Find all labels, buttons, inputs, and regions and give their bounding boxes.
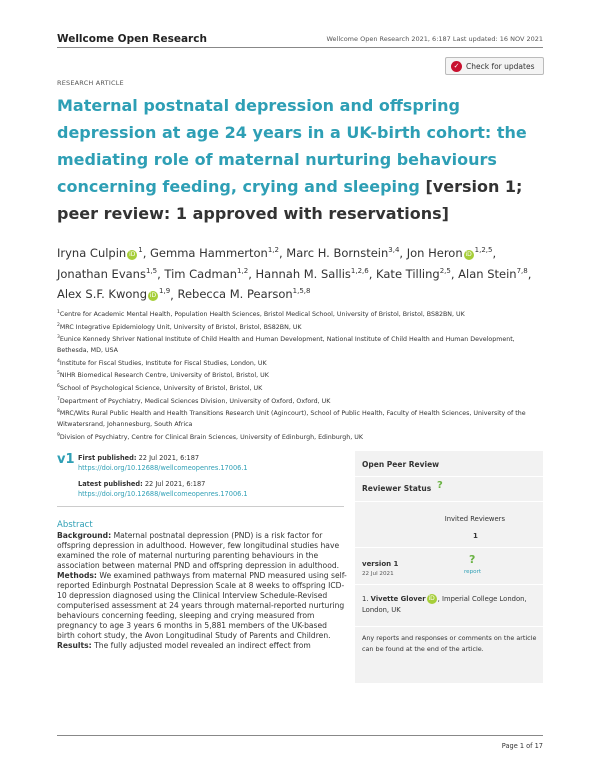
orcid-icon[interactable]: iD	[428, 595, 435, 602]
author-affiliation-marks: 2,5	[439, 266, 451, 275]
abstract-background	[57, 531, 347, 571]
journal-name: Wellcome Open Research	[57, 33, 207, 45]
author-affiliation-marks: 1,2,5	[474, 246, 493, 254]
panel-divider	[355, 626, 543, 627]
affiliation-number: 3	[57, 335, 60, 341]
footer-divider	[57, 735, 543, 736]
check-updates-label: Check for updates	[466, 61, 535, 71]
affiliation-text: Eunice Kennedy Shriver National Institute of Child Health and Human Development, National Institute of Child Health and Human Development, Bethesda, MD, USA	[57, 336, 515, 355]
first-published-doi-link[interactable]: https://doi.org/10.12688/wellcomeopenres.17006.1	[78, 463, 248, 472]
page-number: Page 1 of 17	[501, 742, 543, 750]
author-name: Tim Cadman	[164, 266, 238, 281]
page-header	[57, 32, 543, 46]
orcid-icon[interactable]: iD	[465, 250, 472, 258]
reviewer-number: 1.	[362, 595, 369, 603]
author[interactable]	[286, 246, 399, 260]
latest-published-doi-link[interactable]: https://doi.org/10.12688/wellcomeopenres.17006.1	[78, 489, 248, 498]
report-link[interactable]: report	[464, 569, 482, 575]
affiliation-number: 4	[57, 358, 60, 364]
results-text: The fully adjusted model revealed an indirect effect from	[94, 641, 311, 650]
affiliation-item	[57, 333, 547, 356]
author[interactable]	[57, 267, 157, 281]
affiliation-text: MRC Integrative Epidemiology Unit, University of Bristol, Bristol, BS82BN, UK	[59, 323, 302, 331]
author-affiliation-marks: 1,2,6	[350, 266, 369, 275]
author[interactable]	[256, 267, 369, 281]
abstract-methods	[57, 571, 347, 641]
header-divider	[57, 47, 543, 48]
abstract-heading: Abstract	[57, 520, 93, 530]
reviewer-status-icon: ?	[437, 480, 443, 491]
reviewer-affiliation: , Imperial College London, London, UK	[362, 595, 527, 614]
author[interactable]	[458, 267, 528, 281]
results-label: Results:	[57, 641, 92, 650]
latest-published-label: Latest published:	[78, 480, 143, 489]
affiliation-text: NIHR Biomedical Research Centre, University of Bristol, Bristol, UK	[59, 372, 269, 380]
panel-divider	[355, 547, 543, 548]
panel-divider	[355, 501, 543, 502]
affiliation-text: School of Psychological Science, University of Bristol, Bristol, UK	[59, 385, 263, 393]
peer-review-note: Any reports and responses or comments on the article can be found at the end of the article.	[362, 634, 537, 653]
author[interactable]	[407, 246, 493, 260]
reviewer-entry	[362, 594, 538, 616]
author-name: Rebecca M. Pearson	[177, 287, 293, 302]
version-badge: v1	[57, 452, 75, 467]
crossmark-icon: ✓	[451, 61, 462, 72]
first-published-value: 22 Jul 2021, 6:187	[138, 454, 200, 462]
title-version: [version 1; peer review: 1 approved with reservations]	[57, 177, 523, 223]
report-status-icon: ?	[469, 553, 476, 566]
affiliation-text: Department of Psychiatry, Medical Sciences Division, University of Oxford, Oxford, UK	[59, 397, 331, 405]
affiliation-number: 7	[57, 396, 60, 402]
affiliation-text: Division of Psychiatry, Centre for Clinical Brain Sciences, University of Edinburgh, Edinburgh, UK	[59, 433, 363, 441]
author-name: Alan Stein	[458, 266, 517, 281]
publication-info	[78, 454, 248, 499]
affiliation-item	[57, 321, 547, 334]
panel-divider	[355, 584, 543, 585]
abstract-results	[57, 641, 347, 651]
author-affiliation-marks: 3,4	[388, 246, 400, 254]
affiliation-number: 8	[57, 409, 60, 415]
reviewer-status-label: Reviewer Status	[362, 484, 432, 493]
affiliation-item	[57, 357, 547, 370]
first-published-label: First published:	[78, 454, 137, 462]
affiliation-number: 1	[57, 310, 60, 315]
author-affiliation-marks: 1,5,8	[292, 287, 311, 296]
affiliation-number: 9	[57, 432, 60, 438]
author-affiliation-marks: 1,2	[237, 266, 249, 275]
affiliation-number: 2	[57, 322, 60, 328]
methods-label: Methods:	[57, 571, 97, 580]
title-main: Maternal postnatal depression and offspring depression at age 24 years in a UK-birth cohort: the mediating role of maternal nurturing behaviours concerning feeding, crying and sleeping	[57, 96, 527, 196]
affiliation-text: MRC/Wits Rural Public Health and Health Transitions Research Unit (Agincourt), School of Public Health, Faculty of Health Sciences, University of the Witwatersrand, Johannesburg, South Africa	[57, 410, 526, 429]
affiliation-item	[57, 431, 547, 444]
author-affiliation-marks: 1	[138, 246, 143, 254]
affiliation-number: 5	[57, 371, 60, 377]
orcid-icon[interactable]: iD	[149, 292, 157, 300]
peer-review-panel	[355, 451, 543, 683]
version-1-date: 22 Jul 2021	[362, 571, 394, 577]
latest-published-value: 22 Jul 2021, 6:187	[144, 480, 206, 489]
author-name: Gemma Hammerton	[150, 245, 268, 260]
pubinfo-divider	[57, 506, 344, 507]
version-1-label: version 1	[362, 560, 399, 568]
panel-divider	[355, 476, 543, 477]
peer-review-heading: Open Peer Review	[362, 460, 440, 469]
author-name: Hannah M. Sallis	[255, 266, 351, 281]
author-name: Kate Tilling	[376, 266, 440, 281]
author[interactable]	[177, 287, 310, 301]
reviewer-name[interactable]: Vivette Glover	[370, 595, 426, 603]
author[interactable]	[150, 246, 279, 260]
author-affiliation-marks: 1,2	[267, 246, 279, 254]
orcid-icon[interactable]: iD	[129, 250, 136, 258]
author-affiliation-marks: 1,9	[159, 287, 171, 296]
background-text: Maternal postnatal depression (PND) is a risk factor for offspring depression in adulthood. However, few longitudinal studies have examined the role of maternal nurturing parenting behaviours in the association between maternal PND and offspring depression in adulthood.	[57, 531, 340, 570]
methods-text: We examined pathways from maternal PND measured using self-reported Edinburgh Postnatal Depression Scale at 8 weeks to offspring ICD-10 depression diagnosed using the Clinical Interview Schedule-Revised computerised assessment at 24 years through maternal-reported nurturing behaviours concerning feeding, sleeping and crying measured from pregnancy to age 3 years 6 months in 5,881 members of the UK-based birth cohort study, the Avon Longitudinal Study of Parents and Children.	[57, 571, 347, 640]
author-affiliation-marks: 1,5	[145, 266, 158, 275]
author-name: Marc H. Bornstein	[286, 245, 389, 260]
author-name: Iryna Culpin	[57, 245, 127, 260]
abstract	[57, 520, 347, 651]
affiliation-item	[57, 395, 547, 408]
article-title	[57, 92, 537, 227]
author[interactable]	[57, 287, 170, 301]
author-list: Iryna Culpin $iD^1$, Gemma Hammerton$^{1,2}$, Marc H. Bornstein$^{3,4}$, Jon Heron iD$^{1,2,5}$, Jonathan Evans$^{1,5}$, Tim Cadman$^{1,2}$, Hannah M. Sallis$^{1,2,6}$, Kate Tilling$^{2,5}$, Alan Stein$^{7,8}$, Alex S.F. Kwong iD$^{1,9}$, Rebecca M. Pearson$^{1,5,8}$	[57, 245, 532, 302]
author[interactable]	[164, 267, 248, 281]
affiliation-text: Centre for Academic Mental Health, Population Health Sciences, Bristol Medical School, University of Bristol, Bristol, BS82BN, UK	[59, 311, 465, 319]
author[interactable]	[376, 267, 451, 281]
affiliation-list	[57, 308, 547, 443]
author-name: Alex S.F. Kwong	[57, 287, 148, 302]
affiliation-number: 6	[57, 384, 60, 390]
check-updates-button[interactable]	[445, 57, 544, 75]
invited-reviewers-label: Invited Reviewers	[444, 515, 505, 523]
background-label: Background:	[57, 531, 112, 540]
author-name: Jonathan Evans	[57, 266, 146, 281]
affiliation-text: Institute for Fiscal Studies, Institute for Fiscal Studies, London, UK	[59, 359, 267, 367]
author[interactable]	[57, 246, 143, 260]
affiliation-item	[57, 369, 547, 382]
author-name: Jon Heron	[406, 245, 463, 260]
article-type: RESEARCH ARTICLE	[57, 79, 124, 87]
affiliation-item	[57, 308, 547, 321]
header-meta: Wellcome Open Research 2021, 6:187 Last updated: 16 NOV 2021	[326, 35, 543, 43]
affiliation-item	[57, 382, 547, 395]
invited-reviewer-number: 1	[473, 532, 478, 540]
author-affiliation-marks: 7,8	[516, 266, 528, 275]
affiliation-item	[57, 407, 547, 430]
